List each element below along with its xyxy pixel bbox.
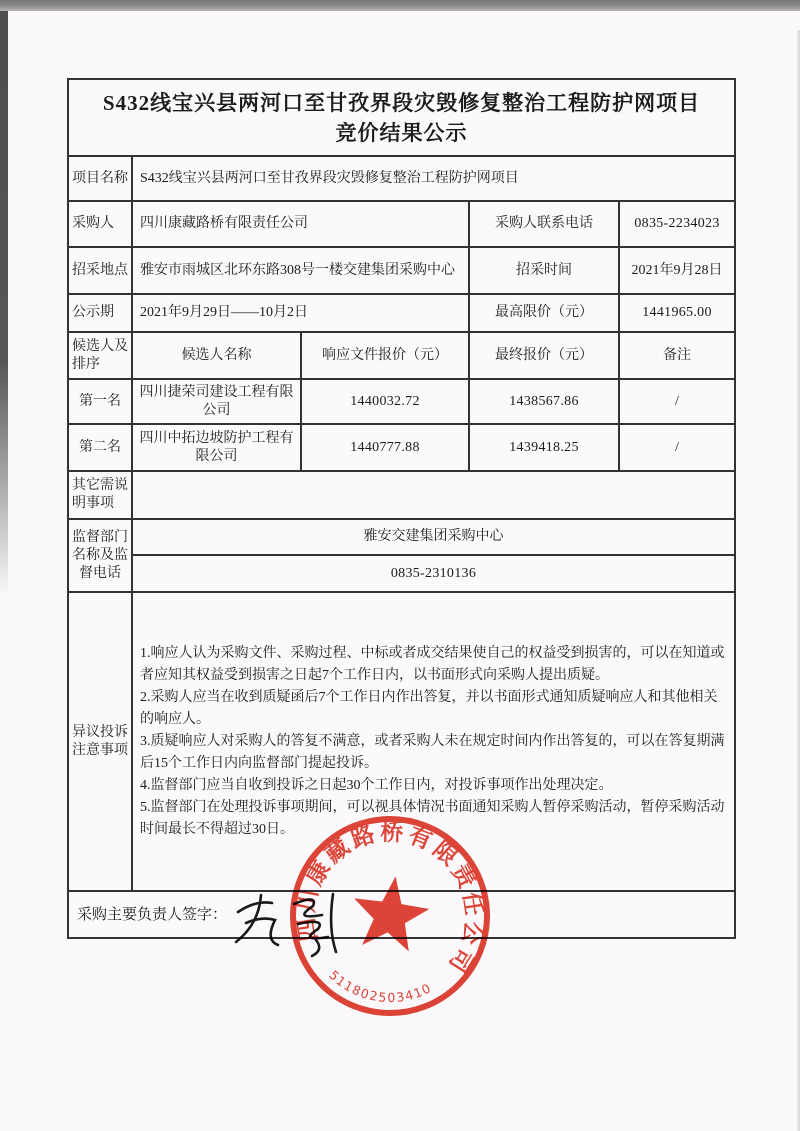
venue-label: 招采地点: [69, 248, 133, 295]
objection-item: 4.监督部门应当自收到投诉之日起30个工作日内，对投诉事项作出处理决定。: [140, 777, 613, 793]
supervision-label: [69, 520, 133, 593]
procurement-time-label: 招采时间: [470, 248, 620, 295]
scan-edge-right: [796, 30, 800, 1131]
candidate-rank-header: 候选人及排序: [69, 333, 133, 380]
document-title-line2: 竞价结果公示: [335, 120, 468, 145]
signature-label: 采购主要负责人签字：: [77, 906, 228, 923]
candidate-name: 四川捷荣司建设工程有限公司: [133, 380, 302, 425]
procurement-time-value: 2021年9月28日: [620, 248, 734, 295]
response-price-header: 响应文件报价（元）: [302, 333, 470, 380]
objection-label: [69, 593, 133, 892]
candidate-response-price: 1440032.72: [302, 380, 470, 425]
publicity-period-label: 公示期: [69, 295, 133, 333]
project-name-value: S432线宝兴县两河口至甘孜界段灾毁修复整治工程防护网项目: [133, 157, 734, 202]
candidate-name: 四川中拓边坡防护工程有限公司: [133, 425, 302, 472]
purchaser-value: 四川康藏路桥有限责任公司: [133, 202, 470, 248]
candidate-remark: /: [620, 380, 734, 425]
scan-edge-left: [0, 11, 8, 596]
purchaser-phone-label: 采购人联系电话: [470, 202, 620, 248]
objection-item: 2.采购人应当在收到质疑函后7个工作日内作出答复，并以书面形式通知质疑响应人和其他相关的响应人。: [140, 689, 718, 727]
svg-text:511802503410: [324, 966, 436, 1012]
candidate-name-header: 候选人名称: [133, 333, 302, 380]
candidate-final-price: 1438567.86: [470, 380, 620, 425]
candidate-rank: 第二名: [69, 425, 133, 472]
supervision-department: 雅安交建集团采购中心: [133, 520, 734, 556]
objection-label-text: 异议投诉注意事项: [72, 724, 128, 758]
purchaser-phone-value: 0835-2234023: [620, 202, 734, 248]
candidate-final-price: 1439418.25: [470, 425, 620, 472]
scan-edge-top: [0, 0, 800, 11]
candidate-response-price: 1440777.88: [302, 425, 470, 472]
candidate-rank: 第一名: [69, 380, 133, 425]
purchaser-label: 采购人: [69, 202, 133, 248]
objection-item: 1.响应人认为采购文件、采购过程、中标或者成交结果使自己的权益受到损害的，可以在知道或者应知其权益受到损害之日起7个工作日内，以书面形式向采购人提出质疑。: [140, 645, 725, 683]
other-notes-label: 其它需说明事项: [69, 472, 133, 520]
max-price-label: 最高限价（元）: [470, 295, 620, 333]
publicity-period-value: 2021年9月29日——10月2日: [133, 295, 470, 333]
company-seal: [282, 808, 498, 1024]
venue-value: 雅安市雨城区北环东路308号一楼交建集团采购中心: [133, 248, 470, 295]
other-notes-value: [133, 472, 734, 520]
seal-star: [348, 871, 433, 953]
supervision-phone: 0835-2310136: [133, 556, 734, 593]
remark-header: 备注: [620, 333, 734, 380]
objection-item: 5.监督部门在处理投诉事项期间，可以视具体情况书面通知采购人暂停采购活动，暂停采购活动时间最长不得超过30日。: [140, 799, 725, 837]
candidate-remark: /: [620, 425, 734, 472]
objection-item: 3.质疑响应人对采购人的答复不满意，或者采购人未在规定时间内作出答复的，可以在答复期满后15个工作日内向监督部门提起投诉。: [140, 733, 725, 771]
supervision-label-text: 监督部门名称及监督电话: [72, 529, 128, 581]
seal-company-text: 四川康藏路桥有限责任公司: [293, 819, 487, 977]
final-price-header: 最终报价（元）: [470, 333, 620, 380]
seal-number-text: 511802503410: [326, 967, 435, 1006]
document-title: [69, 80, 734, 157]
document-title-line1: S432线宝兴县两河口至甘孜界段灾毁修复整治工程防护网项目: [102, 90, 701, 115]
project-name-label: 项目名称: [69, 157, 133, 202]
max-price-value: 1441965.00: [620, 295, 734, 333]
